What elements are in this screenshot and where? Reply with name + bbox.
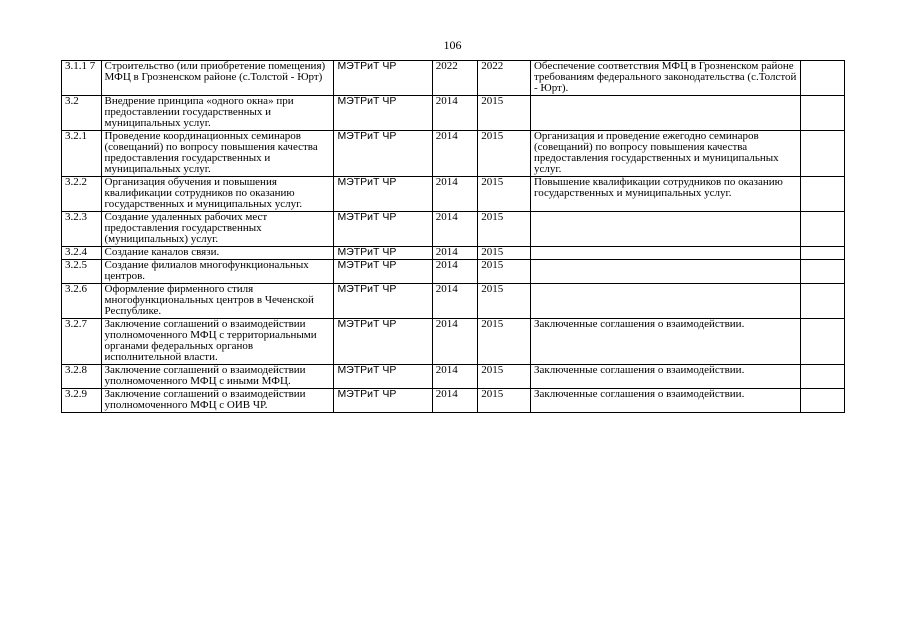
expected-result: Организация и проведение ежегодно семинаров (совещаний) по вопросу повышения качества предоставления государственных и муниципальных услуг. [530, 131, 800, 177]
table-row [62, 131, 845, 177]
activity-title: Заключение соглашений о взаимодействии уполномоченного МФЦ с территориальными органами федеральных органов исполнительной власти. [101, 319, 334, 365]
executor: МЭТРиТ ЧР [334, 319, 432, 365]
end-year: 2022 [478, 61, 531, 96]
start-year: 2014 [432, 247, 478, 260]
activity-plan-body [62, 61, 845, 413]
table-row [62, 96, 845, 131]
row-number: 3.2.9 [62, 389, 102, 413]
start-year: 2014 [432, 212, 478, 247]
row-number: 3.2.8 [62, 365, 102, 389]
row-number: 3.2.4 [62, 247, 102, 260]
start-year: 2022 [432, 61, 478, 96]
executor: МЭТРиТ ЧР [334, 131, 432, 177]
end-year: 2015 [478, 212, 531, 247]
table-row [62, 284, 845, 319]
extra-cell [801, 284, 845, 319]
activity-title: Заключение соглашений о взаимодействии уполномоченного МФЦ с ОИВ ЧР. [101, 389, 334, 413]
extra-cell [801, 96, 845, 131]
expected-result [530, 247, 800, 260]
end-year: 2015 [478, 284, 531, 319]
executor: МЭТРиТ ЧР [334, 365, 432, 389]
extra-cell [801, 389, 845, 413]
activity-title: Создание каналов связи. [101, 247, 334, 260]
start-year: 2014 [432, 319, 478, 365]
expected-result [530, 212, 800, 247]
activity-title: Заключение соглашений о взаимодействии уполномоченного МФЦ с иными МФЦ. [101, 365, 334, 389]
expected-result [530, 96, 800, 131]
extra-cell [801, 260, 845, 284]
extra-cell [801, 177, 845, 212]
extra-cell [801, 61, 845, 96]
table-row [62, 365, 845, 389]
row-number: 3.2.2 [62, 177, 102, 212]
table-row [62, 247, 845, 260]
end-year: 2015 [478, 177, 531, 212]
row-number: 3.2.5 [62, 260, 102, 284]
end-year: 2015 [478, 131, 531, 177]
start-year: 2014 [432, 284, 478, 319]
start-year: 2014 [432, 260, 478, 284]
table-row [62, 61, 845, 96]
row-number: 3.2.6 [62, 284, 102, 319]
expected-result: Обеспечение соответствия МФЦ в Грозненском районе требованиям федерального законодательства (с.Толстой - Юрт). [530, 61, 800, 96]
executor: МЭТРиТ ЧР [334, 177, 432, 212]
table-row [62, 389, 845, 413]
executor: МЭТРиТ ЧР [334, 260, 432, 284]
end-year: 2015 [478, 365, 531, 389]
row-number: 3.2 [62, 96, 102, 131]
start-year: 2014 [432, 365, 478, 389]
end-year: 2015 [478, 96, 531, 131]
table-row [62, 319, 845, 365]
executor: МЭТРиТ ЧР [334, 247, 432, 260]
start-year: 2014 [432, 96, 478, 131]
row-number: 3.2.7 [62, 319, 102, 365]
extra-cell [801, 319, 845, 365]
executor: МЭТРиТ ЧР [334, 389, 432, 413]
table-row [62, 177, 845, 212]
extra-cell [801, 365, 845, 389]
page-number: 106 [443, 38, 462, 52]
expected-result [530, 260, 800, 284]
extra-cell [801, 212, 845, 247]
executor: МЭТРиТ ЧР [334, 61, 432, 96]
activity-title: Строительство (или приобретение помещения) МФЦ в Грозненском районе (с.Толстой - Юрт) [101, 61, 334, 96]
table-row [62, 260, 845, 284]
row-number: 3.2.1 [62, 131, 102, 177]
activity-title: Создание филиалов многофункциональных центров. [101, 260, 334, 284]
row-number: 3.1.1 7 [62, 61, 102, 96]
executor: МЭТРиТ ЧР [334, 284, 432, 319]
start-year: 2014 [432, 177, 478, 212]
end-year: 2015 [478, 247, 531, 260]
extra-cell [801, 247, 845, 260]
expected-result [530, 284, 800, 319]
activity-title: Организация обучения и повышения квалификации сотрудников по оказанию государственных и муниципальных услуг. [101, 177, 334, 212]
expected-result: Повышение квалификации сотрудников по оказанию государственных и муниципальных услуг. [530, 177, 800, 212]
activity-title: Внедрение принципа «одного окна» при предоставлении государственных и муниципальных услуг. [101, 96, 334, 131]
end-year: 2015 [478, 319, 531, 365]
expected-result: Заключенные соглашения о взаимодействии. [530, 319, 800, 365]
start-year: 2014 [432, 389, 478, 413]
expected-result: Заключенные соглашения о взаимодействии. [530, 365, 800, 389]
start-year: 2014 [432, 131, 478, 177]
activity-title: Проведение координационных семинаров (совещаний) по вопросу повышения качества предоставления государственных и муниципальных услуг. [101, 131, 334, 177]
expected-result: Заключенные соглашения о взаимодействии. [530, 389, 800, 413]
table-row [62, 212, 845, 247]
activity-plan-table [61, 60, 845, 413]
executor: МЭТРиТ ЧР [334, 212, 432, 247]
extra-cell [801, 131, 845, 177]
end-year: 2015 [478, 260, 531, 284]
activity-title: Оформление фирменного стиля многофункциональных центров в Чеченской Республике. [101, 284, 334, 319]
activity-title: Создание удаленных рабочих мест предоставления государственных (муниципальных) услуг. [101, 212, 334, 247]
end-year: 2015 [478, 389, 531, 413]
row-number: 3.2.3 [62, 212, 102, 247]
executor: МЭТРиТ ЧР [334, 96, 432, 131]
